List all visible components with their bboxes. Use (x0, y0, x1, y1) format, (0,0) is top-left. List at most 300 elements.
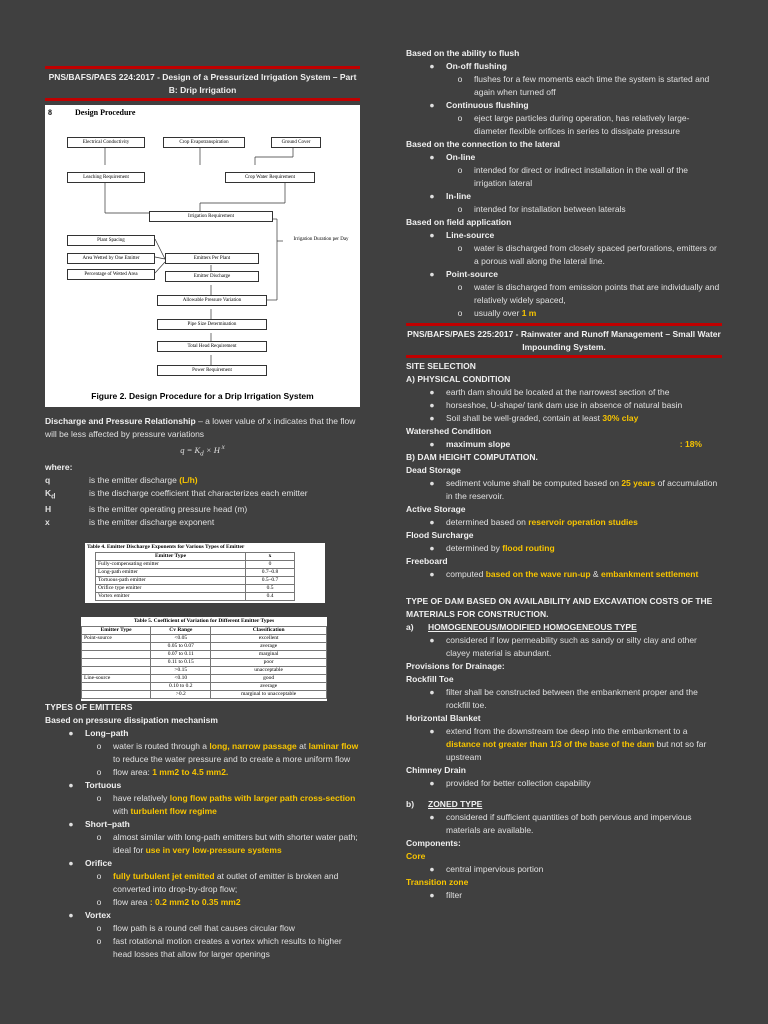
body-text: flow area (113, 897, 150, 908)
table-row (82, 683, 327, 691)
table-row (82, 667, 327, 675)
bullet-icon: ● (429, 635, 435, 645)
table-row (82, 691, 327, 699)
body-text: intended for direct or indirect installation in the wall of the irrigation lateral (474, 165, 689, 188)
sub-list-item (406, 307, 722, 320)
core-item (406, 863, 722, 876)
sub-list-item (406, 203, 722, 216)
design-procedure-figure (45, 105, 360, 407)
list-item (406, 399, 722, 412)
bullet-icon: ● (429, 439, 435, 449)
connection-list (406, 151, 722, 216)
table-row (96, 577, 295, 585)
item-text (446, 229, 722, 242)
table-cell: marginal (211, 651, 327, 659)
sub-bullet-icon: o (96, 871, 102, 882)
def-key-sub: d (51, 492, 56, 501)
bullet-icon: ● (68, 858, 74, 869)
table-row (96, 561, 295, 569)
sub-list-item (45, 870, 360, 896)
body-text: filter (446, 890, 463, 900)
body-text: Continuous flushing (446, 100, 529, 110)
sub-list-item (406, 73, 722, 99)
def-highlight: (L/h) (179, 474, 198, 485)
sub-bullet-icon: o (96, 741, 102, 752)
bullet-icon: ● (429, 269, 435, 279)
variable-definitions (45, 474, 360, 530)
body-text: On-off flushing (446, 61, 507, 71)
item-text (85, 818, 360, 831)
item-text (446, 190, 722, 203)
item-text (113, 896, 360, 909)
table-row (96, 593, 295, 601)
body-text: but not so far upstream (446, 739, 707, 762)
table-cell: unacceptable (211, 667, 327, 675)
bullet-icon: ● (429, 890, 435, 900)
table-header-cell: Cv Range (151, 627, 211, 635)
list-item (406, 99, 722, 112)
table-header-cell: x (246, 553, 295, 561)
right-column (406, 47, 722, 902)
physical-condition-heading: A) PHYSICAL CONDITION (406, 374, 511, 384)
sub-bullet-icon: o (96, 832, 102, 843)
body-text: Soil shall be well-graded, contain at least (446, 413, 603, 423)
body-text: horseshoe, U-shape/ tank dam use in absence of natural basin (446, 400, 683, 410)
list-item (406, 386, 722, 399)
table-header-cell: Emitter Type (82, 627, 151, 635)
list-item (45, 818, 360, 831)
def-value: is the emitter operating pressure head (m) (89, 504, 248, 515)
body-text: Short–path (85, 819, 130, 830)
body-text: to reduce the water pressure and to create a more uniform flow (113, 754, 351, 765)
body-text: flow path is a round cell that causes circular flow (113, 923, 295, 934)
body-text: eject large particles during operation, has relatively large-diameter flexible orifices in series to dissipate pressure (474, 113, 690, 136)
table-cell (82, 691, 151, 699)
sub-bullet-icon: o (96, 793, 102, 804)
item-text (474, 73, 722, 99)
body-text: flushes for a few moments each time the system is started and again when turned off (474, 74, 710, 97)
sub-bullet-icon: o (457, 204, 463, 214)
types-heading: TYPES OF EMITTERS (45, 702, 133, 713)
table-cell: 0.5 (246, 585, 295, 593)
sub-bullet-icon: o (457, 165, 463, 175)
box-crop-water-requirement: Crop Water Requirement (225, 172, 315, 183)
bullet-icon: ● (68, 819, 74, 830)
sub-bullet-icon: o (457, 308, 463, 318)
components-heading: Components: (406, 838, 461, 848)
table-cell: 0.5–0.7 (246, 577, 295, 585)
highlight-text: distance not greater than 1/3 of the base of the dam (446, 739, 655, 749)
physical-condition-list (406, 386, 722, 425)
item-text (113, 870, 360, 896)
rockfill-heading: Rockfill Toe (406, 674, 454, 684)
table-cell (82, 667, 151, 675)
highlight-text: flood routing (502, 543, 555, 553)
bullet-icon: ● (429, 191, 435, 201)
homogeneous-item (406, 634, 722, 660)
box-emitters-per-plant: Emitters Per Plant (165, 253, 259, 264)
body-text: with (113, 806, 131, 817)
item-text (85, 779, 360, 792)
item-text (446, 568, 722, 581)
freeboard-heading: Freeboard (406, 556, 448, 566)
item-text (446, 811, 722, 837)
flush-heading: Based on the ability to flush (406, 48, 520, 58)
def-key: H (45, 504, 52, 515)
item-text (446, 725, 722, 764)
bullet-icon: ● (429, 543, 435, 553)
flush-list (406, 60, 722, 138)
table-cell: 0.4 (246, 593, 295, 601)
body-text: water is routed through a (113, 741, 210, 752)
def-key: q (45, 474, 51, 485)
table-cell: Line-source (82, 675, 151, 683)
list-item (406, 686, 722, 712)
list-item (406, 863, 722, 876)
box-wetted-area-percentage: Percentage of Wetted Area (67, 269, 155, 280)
body-text: Tortuous (85, 780, 122, 791)
body-text: usually over (474, 308, 522, 318)
table-cell (82, 683, 151, 691)
sub-bullet-icon: o (96, 767, 102, 778)
highlight-text: long, narrow passage (209, 741, 297, 752)
list-item (406, 542, 722, 555)
table-cell: >0.15 (151, 667, 211, 675)
table-header-row (82, 627, 327, 635)
chimney-drain-item (406, 777, 722, 790)
item-text (446, 60, 722, 73)
table-cell (82, 659, 151, 667)
list-item (406, 190, 722, 203)
table-cell: average (211, 643, 327, 651)
eq-sup: x (219, 443, 225, 451)
highlight-text: 25 years (621, 478, 656, 488)
body-text: provided for better collection capability (446, 778, 591, 788)
highlight-text: reservoir operation studies (528, 517, 638, 527)
table-cell: Orifice type emitter (96, 585, 246, 593)
zoned-heading (406, 798, 722, 811)
types-subheading: Based on pressure dissipation mechanism (45, 715, 218, 726)
box-allowable-pressure: Allowable Pressure Variation (157, 295, 267, 306)
body-text: On-line (446, 152, 476, 162)
box-emitter-discharge: Emitter Discharge (165, 271, 259, 282)
table-row (82, 675, 327, 683)
item-text (85, 727, 360, 740)
bullet-icon: ● (429, 387, 435, 397)
item-text (85, 909, 360, 922)
table-header-row (96, 553, 295, 561)
item-text (446, 516, 722, 529)
table-5-coefficient-variation (81, 617, 327, 701)
highlight-text: based on the wave run-up (485, 569, 591, 579)
body-text: computed (446, 569, 486, 579)
table-row (96, 569, 295, 577)
homogeneous-title: HOMOGENEOUS/MODIFIED HOMOGENEOUS TYPE (428, 622, 637, 632)
list-item (45, 909, 360, 922)
body-text: at outlet of emitter is broken and converted into drop-by-drop flow; (113, 871, 339, 895)
horizontal-blanket-item (406, 725, 722, 764)
def-key: K (45, 487, 52, 498)
body-text: intended for installation between laterals (474, 204, 626, 214)
figure-section-number: 8 (48, 108, 52, 117)
box-leaching-requirement: Leaching Requirement (67, 172, 145, 183)
def-value: is the emitter discharge exponent (89, 517, 215, 528)
bullet-icon: ● (429, 864, 435, 874)
table-cell: 0.05 to 0.07 (151, 643, 211, 651)
table-cell (82, 651, 151, 659)
body-text: In-line (446, 191, 472, 201)
list-item (406, 60, 722, 73)
doc-title-224: PNS/BAFS/PAES 224:2017 - Design of a Pressurized Irrigation System – Part B: Drip Irrigation (48, 72, 357, 95)
sub-bullet-icon: o (457, 113, 463, 123)
horizontal-blanket-heading: Horizontal Blanket (406, 713, 481, 723)
sub-list-item (406, 281, 722, 307)
eq-sub: d (200, 449, 204, 458)
dam-type-heading: TYPE OF DAM BASED ON AVAILABILITY AND EXCAVATION COSTS OF THE MATERIALS FOR CONSTRUCTION. (406, 596, 713, 619)
zoned-label: b) (406, 799, 415, 809)
figure-caption: Figure 2. Design Procedure for a Drip Irrigation System (91, 391, 314, 401)
list-item (406, 268, 722, 281)
sub-list-item (45, 766, 360, 779)
drainage-heading: Provisions for Drainage: (406, 661, 505, 671)
body-text: filter shall be constructed between the embankment proper and the rockfill toe. (446, 687, 698, 710)
item-text (474, 164, 722, 190)
table5-grid (81, 626, 327, 699)
emitter-types-list (45, 727, 360, 961)
eq-part1: q = K (180, 444, 201, 455)
discharge-heading: Discharge and Pressure Relationship (45, 416, 196, 426)
body-text: at (296, 741, 309, 752)
transition-zone-item (406, 889, 722, 902)
table-header-cell: Emitter Type (96, 553, 246, 561)
item-text (446, 268, 722, 281)
list-item (406, 412, 722, 425)
list-item (406, 477, 722, 503)
list-item (406, 811, 722, 837)
homogeneous-heading (406, 621, 722, 634)
bullet-icon: ● (429, 152, 435, 162)
def-h (45, 503, 360, 516)
dead-storage-heading: Dead Storage (406, 465, 461, 475)
sub-bullet-icon: o (96, 897, 102, 908)
def-key: x (45, 517, 50, 528)
body-text: water is discharged from closely spaced perforations, emitters or a porous wall along the lateral line. (474, 243, 717, 266)
dam-height-heading: B) DAM HEIGHT COMPUTATION. (406, 452, 538, 462)
item-text (474, 112, 722, 138)
table-cell: 0.07 to 0.11 (151, 651, 211, 659)
table-row (96, 585, 295, 593)
item-text (446, 686, 722, 712)
def-q (45, 474, 360, 487)
highlight-text: turbulent flow regime (130, 806, 217, 817)
def-kd (45, 487, 360, 504)
table-cell: marginal to unacceptable (211, 691, 327, 699)
sub-list-item (45, 831, 360, 857)
box-irrigation-duration: Irrigation Duration per Day (283, 235, 359, 244)
highlight-text: use in very low-pressure systems (145, 845, 282, 856)
chimney-drain-heading: Chimney Drain (406, 765, 466, 775)
sub-bullet-icon: o (457, 282, 463, 292)
item-text (446, 863, 722, 876)
transition-zone-heading: Transition zone (406, 877, 469, 887)
bullet-icon: ● (429, 687, 435, 697)
site-selection-heading: SITE SELECTION (406, 361, 476, 371)
body-text: central impervious portion (446, 864, 544, 874)
body-text: have relatively (113, 793, 170, 804)
active-storage-item (406, 516, 722, 529)
item-text (474, 242, 722, 268)
figure-section-title: Design Procedure (75, 108, 136, 117)
table-row (82, 643, 327, 651)
highlight-text: 30% clay (602, 413, 639, 423)
table-cell: excellent (211, 635, 327, 643)
sub-list-item (406, 242, 722, 268)
body-text: determined by (446, 543, 503, 553)
max-slope-label: maximum slope (446, 439, 511, 449)
sub-bullet-icon: o (96, 936, 102, 947)
bullet-icon: ● (429, 413, 435, 423)
active-storage-heading: Active Storage (406, 504, 466, 514)
list-item (406, 568, 722, 581)
flood-surcharge-item (406, 542, 722, 555)
item-text (446, 542, 722, 555)
highlight-text: fully turbulent jet emitted (113, 871, 215, 882)
item-text (113, 740, 360, 766)
list-item (406, 777, 722, 790)
max-slope-value: : 18% (679, 439, 702, 449)
highlight-text: laminar flow (308, 741, 359, 752)
bullet-icon: ● (68, 910, 74, 921)
eq-part2: × H (203, 444, 220, 455)
highlight-text: 1 m (521, 308, 537, 318)
def-value: is the discharge coefficient that characterizes each emitter (89, 487, 308, 498)
sub-bullet-icon: o (457, 243, 463, 253)
box-plant-spacing: Plant Spacing (67, 235, 155, 246)
title2-divider-bottom (406, 355, 722, 358)
def-value: is the emitter discharge (89, 474, 180, 485)
doc-title-225: PNS/BAFS/PAES 225:2017 - Rainwater and Runoff Management – Small Water Impounding System. (407, 329, 721, 352)
box-ground-cover: Ground Cover (271, 137, 321, 148)
def-x (45, 516, 360, 529)
item-text (474, 203, 722, 216)
field-list (406, 229, 722, 320)
item-text (446, 634, 722, 660)
list-item (406, 889, 722, 902)
box-crop-evapotranspiration: Crop Evapotranspiration (163, 137, 245, 148)
where-label: where: (45, 461, 73, 472)
max-slope-item (406, 438, 722, 451)
body-text: Long–path (85, 728, 129, 739)
dead-storage-item (406, 477, 722, 503)
table-row (82, 635, 327, 643)
item-text (446, 151, 722, 164)
sub-list-item (45, 792, 360, 818)
table-cell: average (211, 683, 327, 691)
table-cell: <0.10 (151, 675, 211, 683)
discharge-text: – a lower value of x indicates that the flow will be less affected by pressure variations (45, 416, 356, 439)
flood-surcharge-heading: Flood Surcharge (406, 530, 474, 540)
bullet-icon: ● (429, 100, 435, 110)
body-text: sediment volume shall be computed based on (446, 478, 622, 488)
item-text (446, 777, 722, 790)
table5-title: Table 5. Coefficient of Variation for Different Emitter Types (133, 618, 275, 625)
table-cell: 0.11 to 0.15 (151, 659, 211, 667)
body-text: Line-source (446, 230, 495, 240)
item-text (446, 889, 722, 902)
body-text: fast rotational motion creates a vortex which results to higher head losses that allow for larger openings (113, 936, 342, 960)
sub-list-item (45, 896, 360, 909)
table-cell: Long-path emitter (96, 569, 246, 577)
body-text: water is discharged from emission points that are individually and relatively widely spaced, (474, 282, 720, 305)
body-text: Vortex (85, 910, 111, 921)
freeboard-item (406, 568, 722, 581)
item-text (113, 766, 360, 779)
title-divider-bottom (45, 98, 360, 101)
box-power-requirement: Power Requirement (157, 365, 267, 376)
sub-list-item (45, 935, 360, 961)
sub-list-item (45, 740, 360, 766)
list-item (406, 229, 722, 242)
list-item (45, 727, 360, 740)
core-heading: Core (406, 851, 426, 861)
body-text: almost similar with long-path emitters but with shorter water path; ideal for (113, 832, 358, 856)
item-text (85, 857, 360, 870)
table-cell: Point-source (82, 635, 151, 643)
table-cell: <0.05 (151, 635, 211, 643)
discharge-equation (45, 441, 360, 461)
table-cell: >0.2 (151, 691, 211, 699)
table-cell: good (211, 675, 327, 683)
table-cell: Tortuous-path emitter (96, 577, 246, 585)
item-text (113, 831, 360, 857)
item-text (446, 99, 722, 112)
sub-list-item (406, 164, 722, 190)
item-text (446, 477, 722, 503)
body-text: considered if sufficient quantities of both pervious and impervious materials are available. (446, 812, 692, 835)
table-header-cell: Classification (211, 627, 327, 635)
left-column (45, 0, 360, 961)
bullet-icon: ● (429, 400, 435, 410)
connection-heading: Based on the connection to the lateral (406, 139, 560, 149)
table-cell (82, 643, 151, 651)
item-text (113, 792, 360, 818)
item-text (474, 307, 722, 320)
bullet-icon: ● (429, 230, 435, 240)
item-text (113, 922, 360, 935)
homogeneous-label: a) (406, 622, 414, 632)
bullet-icon: ● (68, 728, 74, 739)
sub-bullet-icon: o (96, 923, 102, 934)
highlight-text: : 0.2 mm2 to 0.35 mm2 (149, 897, 241, 908)
sub-bullet-icon: o (457, 74, 463, 84)
item-text (446, 399, 722, 412)
highlight-text: long flow paths with larger path cross-section (169, 793, 356, 804)
zoned-item (406, 811, 722, 837)
list-item (406, 151, 722, 164)
item-text (446, 412, 722, 425)
highlight-text: embankment settlement (600, 569, 699, 579)
body-text: Point-source (446, 269, 498, 279)
table-cell: 0.7–0.8 (246, 569, 295, 577)
table4-title: Table 4. Emitter Discharge Exponents for Various Types of Emitter (87, 544, 245, 551)
body-text: considered if low permeability such as sandy or silty clay and other clayey material is abundant. (446, 635, 697, 658)
bullet-icon: ● (429, 569, 435, 579)
bullet-icon: ● (68, 780, 74, 791)
rockfill-item (406, 686, 722, 712)
body-text: extend from the downstream toe deep into the embankment to a (446, 726, 688, 736)
bullet-icon: ● (429, 517, 435, 527)
sub-list-item (45, 922, 360, 935)
